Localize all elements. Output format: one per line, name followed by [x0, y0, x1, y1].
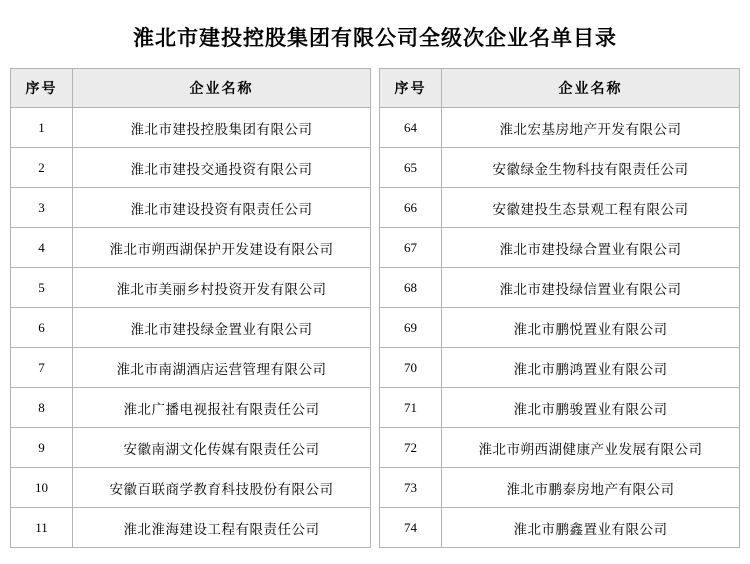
table-row [380, 428, 740, 468]
tables-container [0, 68, 750, 548]
table-body-right [380, 108, 740, 548]
row-number: 1 [11, 108, 73, 148]
table-row [380, 468, 740, 508]
table-row [11, 228, 371, 268]
row-number: 66 [380, 188, 442, 228]
table-row [380, 308, 740, 348]
table-row [11, 188, 371, 228]
enterprise-name: 淮北市建投绿金置业有限公司 [73, 308, 371, 348]
row-number: 10 [11, 468, 73, 508]
row-number: 71 [380, 388, 442, 428]
row-number: 11 [11, 508, 73, 548]
enterprise-table-right [379, 68, 740, 548]
table-head-right [380, 69, 740, 108]
enterprise-name: 淮北市鹏鑫置业有限公司 [442, 508, 740, 548]
enterprise-name: 淮北市建投绿合置业有限公司 [442, 228, 740, 268]
enterprise-name: 淮北广播电视报社有限责任公司 [73, 388, 371, 428]
row-number: 65 [380, 148, 442, 188]
enterprise-name: 安徽百联商学教育科技股份有限公司 [73, 468, 371, 508]
table-row [11, 428, 371, 468]
enterprise-name: 安徽绿金生物科技有限责任公司 [442, 148, 740, 188]
enterprise-name: 淮北市朔西湖保护开发建设有限公司 [73, 228, 371, 268]
column-header-name: 企业名称 [73, 69, 371, 108]
table-row [380, 108, 740, 148]
enterprise-name: 淮北淮海建设工程有限责任公司 [73, 508, 371, 548]
table-row [380, 228, 740, 268]
column-header-name: 企业名称 [442, 69, 740, 108]
table-row [11, 468, 371, 508]
enterprise-name: 淮北市建设投资有限责任公司 [73, 188, 371, 228]
table-header-row [380, 69, 740, 108]
table-row [11, 388, 371, 428]
row-number: 74 [380, 508, 442, 548]
enterprise-name: 淮北市南湖酒店运营管理有限公司 [73, 348, 371, 388]
table-row [380, 188, 740, 228]
enterprise-name: 淮北宏基房地产开发有限公司 [442, 108, 740, 148]
table-row [380, 148, 740, 188]
table-row [11, 348, 371, 388]
enterprise-name: 淮北市鹏悦置业有限公司 [442, 308, 740, 348]
table-row [380, 268, 740, 308]
row-number: 3 [11, 188, 73, 228]
table-row [380, 388, 740, 428]
enterprise-name: 淮北市建投交通投资有限公司 [73, 148, 371, 188]
enterprise-name: 淮北市鹏泰房地产有限公司 [442, 468, 740, 508]
table-row [11, 108, 371, 148]
enterprise-name: 安徽南湖文化传媒有限责任公司 [73, 428, 371, 468]
table-row [11, 508, 371, 548]
row-number: 2 [11, 148, 73, 188]
table-row [380, 508, 740, 548]
row-number: 64 [380, 108, 442, 148]
enterprise-name: 淮北市美丽乡村投资开发有限公司 [73, 268, 371, 308]
row-number: 70 [380, 348, 442, 388]
row-number: 72 [380, 428, 442, 468]
table-row [11, 308, 371, 348]
enterprise-name: 淮北市朔西湖健康产业发展有限公司 [442, 428, 740, 468]
row-number: 5 [11, 268, 73, 308]
row-number: 6 [11, 308, 73, 348]
enterprise-name: 淮北市鹏骏置业有限公司 [442, 388, 740, 428]
table-body-left [11, 108, 371, 548]
table-header-row [11, 69, 371, 108]
page-title: 淮北市建投控股集团有限公司全级次企业名单目录 [133, 26, 617, 50]
table-row [11, 148, 371, 188]
row-number: 67 [380, 228, 442, 268]
enterprise-table-left [10, 68, 371, 548]
row-number: 9 [11, 428, 73, 468]
row-number: 73 [380, 468, 442, 508]
row-number: 69 [380, 308, 442, 348]
enterprise-name: 淮北市鹏鸿置业有限公司 [442, 348, 740, 388]
table-head-left [11, 69, 371, 108]
enterprise-name: 安徽建投生态景观工程有限公司 [442, 188, 740, 228]
enterprise-name: 淮北市建投控股集团有限公司 [73, 108, 371, 148]
table-row [380, 348, 740, 388]
row-number: 68 [380, 268, 442, 308]
table-row [11, 268, 371, 308]
enterprise-name: 淮北市建投绿信置业有限公司 [442, 268, 740, 308]
row-number: 8 [11, 388, 73, 428]
row-number: 7 [11, 348, 73, 388]
column-header-no: 序号 [11, 69, 73, 108]
row-number: 4 [11, 228, 73, 268]
column-header-no: 序号 [380, 69, 442, 108]
